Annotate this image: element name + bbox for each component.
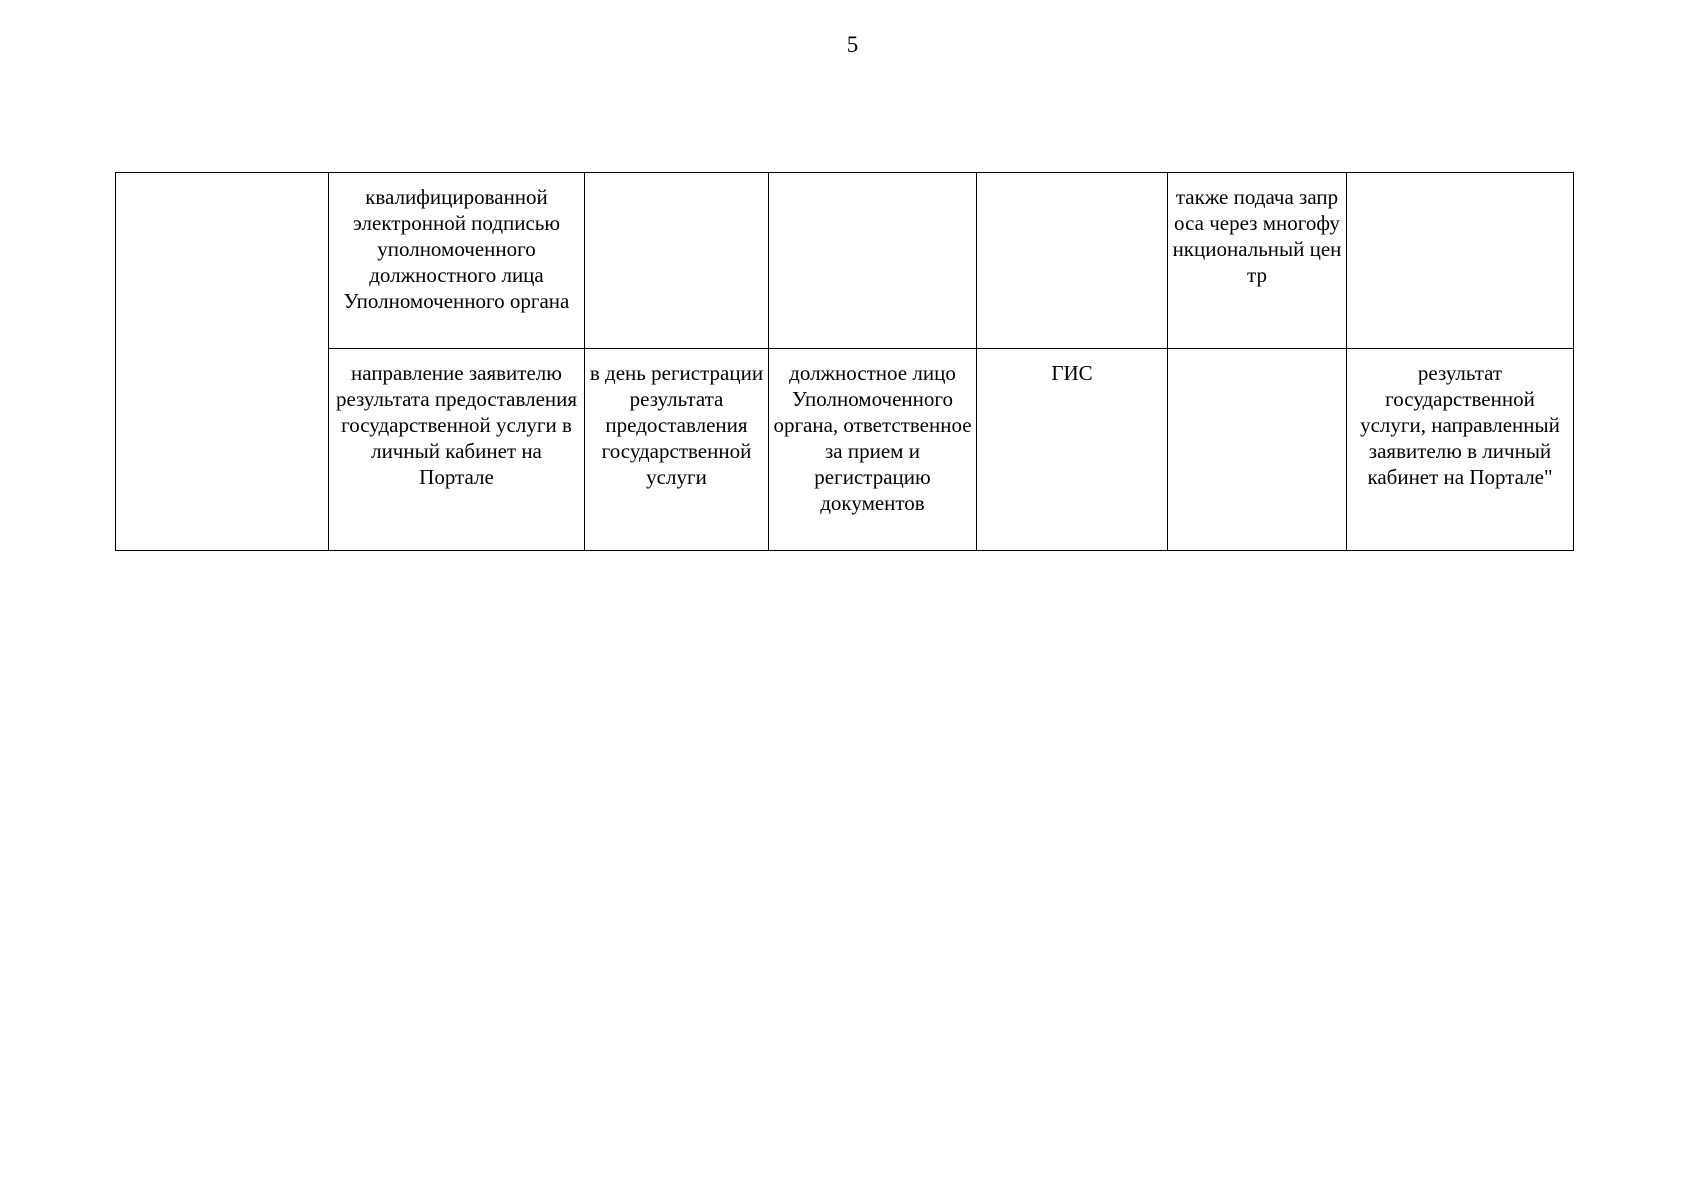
table-cell-responsible: должностное лицо Уполномоченного органа, ответственное за прием и регистрацию документов bbox=[769, 349, 977, 551]
table-row bbox=[116, 173, 1574, 349]
table-cell-responsible bbox=[769, 173, 977, 349]
document-table bbox=[115, 172, 1574, 551]
table-cell-criteria bbox=[1168, 349, 1347, 551]
table-cell-action: направление заявителю результата предоставления государственной услуги в личный кабинет на Портале bbox=[329, 349, 585, 551]
table-cell-action: квалифицированной электронной подписью уполномоченного должностного лица Уполномоченного органа bbox=[329, 173, 585, 349]
table-cell-result: результат государственной услуги, направленный заявителю в личный кабинет на Портале" bbox=[1347, 349, 1574, 551]
table-cell-deadline: в день регистрации результата предоставления государственной услуги bbox=[585, 349, 769, 551]
table-cell-place bbox=[977, 173, 1168, 349]
table-row bbox=[116, 349, 1574, 551]
cell-text: также подача запроса через многофункциональный центр bbox=[1172, 185, 1342, 287]
table-cell-stage bbox=[116, 173, 329, 551]
table-cell-criteria bbox=[1168, 173, 1347, 349]
table-cell-place: ГИС bbox=[977, 349, 1168, 551]
page-number: 5 bbox=[846, 32, 859, 57]
table-cell-result bbox=[1347, 173, 1574, 349]
table-cell-deadline bbox=[585, 173, 769, 349]
